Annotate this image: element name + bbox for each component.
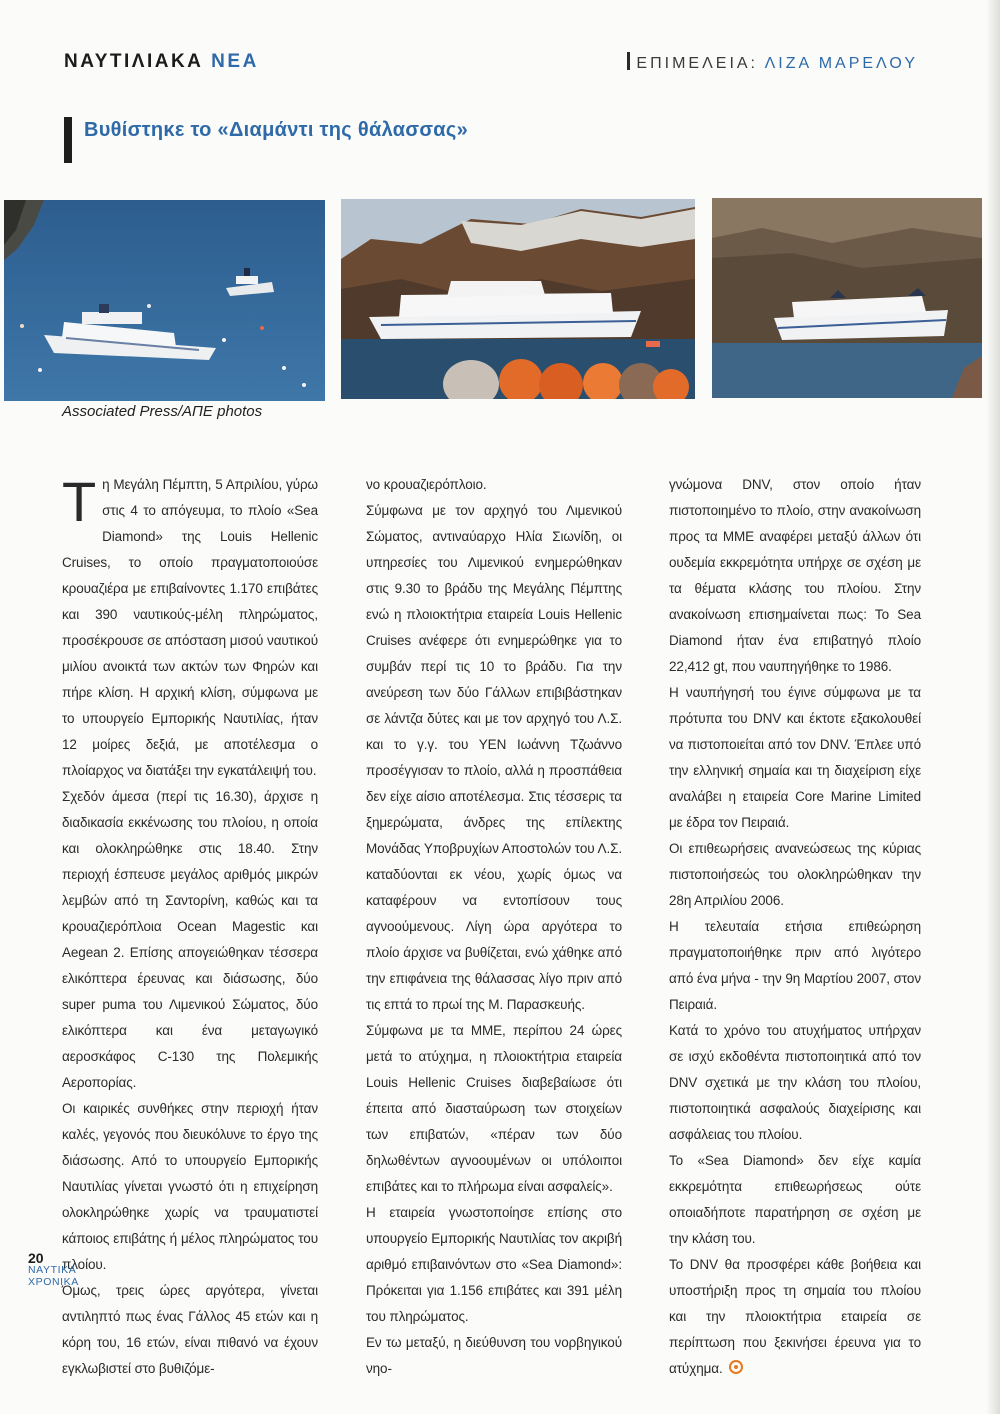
magazine-name-line-1: ΝΑΥΤΙΚΑ: [28, 1264, 77, 1276]
article-title: Βυθίστηκε το «Διαμάντι της θάλασσας»: [84, 119, 469, 141]
drop-cap: Τ: [62, 470, 97, 533]
section-heading-accent: ΝΕΑ: [211, 51, 259, 72]
article-paragraph: Όμως, τρεις ώρες αργότερα, γίνεται αντιληπτό πως ένας Γάλλος 45 ετών και η κόρη του, 16 ετών, είναι πιθανό να έχουν εγκλωβιστεί στο βυθιζόμε-: [62, 1283, 318, 1376]
article-column-2: [366, 472, 622, 1382]
editor-credit: [627, 52, 918, 73]
photo-credit: Associated Press/ΑΠΕ photos: [62, 403, 263, 420]
title-marker-bar: [64, 117, 72, 163]
editor-label: ΕΠΙΜΕΛΕΙΑ:: [636, 55, 758, 72]
article-paragraph: Σχεδόν άμεσα (περί τις 16.30), άρχισε η διαδικασία εκκένωσης του πλοίου, η οποία και ολοκληρώθηκε στις 18.40. Στην περιοχή έσπευσε μεγάλος αριθμός μικρών λεμβών από τη Σαντορίνη, καθώς και τα κρουαζιερόπλοια Ocean Magestic και Aegean 2. Επίσης απογειώθηκαν τέσσερα ελικόπτερα έρευνας και διάσωσης, δύο super puma του Λιμενικού Σώματος, δύο ελικόπτερα και ένα μεταγωγικό αεροσκάφος C-130 της Πολεμικής Αεροπορίας.: [62, 789, 318, 1090]
article-paragraph: νο κρουαζιερόπλοιο.: [366, 477, 487, 492]
article-paragraph: [62, 472, 318, 784]
article-paragraph: Σύμφωνα με τον αρχηγό του Λιμενικού Σώματος, αντιναύαρχο Ηλία Σιωνίδη, οι υπηρεσίες του Λιμενικού ενημερώθηκαν στις 9.30 το βράδυ της Μεγάλης Πέμπτης ενώ η πλοιοκτήτρια εταιρεία Louis Hellenic Cruises ανέφερε ότι ενημερώθηκε για το συμβάν περί τις 10 το βράδυ. Για την ανεύρεση των δύο Γάλλων επιβιβάστηκαν σε λάντζα δύτες και με τον αρχηγό του Λ.Σ. και το γ.γ. του ΥΕΝ Ιωάννη Τζωάννο προσέγγισαν το πλοίο, αλλά η προσπάθεια δεν είχε αίσιο αποτέλεσμα. Στις τέσσερις τα ξημερώματα, άνδρες της επίλεκτης Μονάδας Υποβρυχίων Αποστολών του Λ.Σ. καταδύονται εκ νέου, χωρίς όμως να καταφέρουν να εντοπίσουν τους αγνοούμενους. Λίγη ώρα αργότερα το πλοίο άρχισε να βυθίζεται, ενώ χάθηκε από την επιφάνεια της θάλασσας λίγο πριν από τις επτά το πρωί της Μ. Παρασκευής.: [366, 503, 622, 1012]
editor-divider: [627, 52, 630, 70]
section-heading: [64, 51, 259, 73]
article-paragraph: Κατά το χρόνο του ατυχήματος υπήρχαν σε ισχύ εκδοθέντα πιστοποιητικά από τον DNV σχετικά με την κλάση του πλοίου, πιστοποιητικά ασφαλούς διαχείρισης και ασφάλειας του πλοίου.: [669, 1023, 921, 1142]
article-paragraph: Η τελευταία ετήσια επιθεώρηση πραγματοποιήθηκε πριν από λιγότερο από ένα μήνα - την 9η Μαρτίου 2007, στον Πειραιά.: [669, 919, 921, 1012]
end-of-article-icon: [729, 1360, 743, 1374]
sea-diamond-aerial-photo: [4, 200, 325, 401]
page-folio: [28, 1252, 79, 1288]
article-paragraph: Οι επιθεωρήσεις ανανεώσεως της κύριας πιστοποιήσεώς του ολοκληρώθηκαν την 28η Απριλίου 2006.: [669, 841, 921, 908]
page-edge-shadow: [986, 0, 1000, 1414]
page-number: 20: [28, 1250, 44, 1266]
article-paragraph: Οι καιρικές συνθήκες στην περιοχή ήταν καλές, γεγονός που διευκόλυνε το έργο της διάσωσης. Από το υπουργείο Εμπορικής Ναυτιλίας γίνεται γνωστό ότι η επιχείρηση ολοκληρώθηκε χωρίς να τραυματιστεί κάποιος επιβάτης ή μέλος πληρώματος του πλοίου.: [62, 1101, 318, 1272]
article-paragraph: [669, 1252, 921, 1382]
article-paragraph: Η εταιρεία γνωστοποίησε επίσης στο υπουργείο Εμπορικής Ναυτιλίας τον ακριβή αριθμό επιβαινόντων στο «Sea Diamond»: Πρόκειται για 1.156 επιβάτες και 391 μέλη του πληρώματος.: [366, 1205, 622, 1324]
article-column-1: [62, 472, 318, 1382]
article-column-3: [669, 472, 921, 1382]
article-paragraph: γνώμονα DNV, στον οποίο ήταν πιστοποιημένο το πλοίο, στην ανακοίνωση προς τα ΜΜΕ αναφέρει μεταξύ άλλων ότι ουδεμία εκκρεμότητα υπήρχε σε σχέση με τα θέματα κλάσης του πλοίου. Στην ανακοίνωση επισημαίνεται πως: Το Sea Diamond ήταν ένα επιβατηγό πλοίο 22,412 gt, που ναυπηγήθηκε το 1986.: [669, 477, 921, 674]
sea-diamond-listing-photo: [712, 198, 982, 398]
editor-name: ΛΙΖΑ ΜΑΡΕΛΟΥ: [764, 55, 918, 72]
paragraph-text: η Μεγάλη Πέμπτη, 5 Απριλίου, γύρω στις 4 το απόγευμα, το πλοίο «Sea Diamond» της Louis Hellenic Cruises, το οποίο πραγματοποιούσε κρουαζιέρα με επιβαίνοντες 1.170 επιβάτες και 390 ναυτικούς-μέλη πληρώματος, προσέκρουσε σε απόσταση μισού ναυτικού μιλίου ανοικτά των ακτών των Φηρών και πήρε κλίση. Η αρχική κλίση, σύμφωνα με το υπουργείο Εμπορικής Ναυτιλίας, ήταν 12 μοίρες δεξιά, με αποτέλεσμα ο πλοίαρχος να διατάξει την εγκατάλειψή του.: [62, 477, 318, 778]
article-paragraph: Σύμφωνα με τα ΜΜΕ, περίπου 24 ώρες μετά το ατύχημα, η πλοιοκτήτρια εταιρεία Louis Hellenic Cruises διαβεβαίωσε ότι έπειτα από διασταύρωση των στοιχείων των επιβατών, «πέραν των δύο δηλωθέντων αγνοουμένων οι υπόλοιποι επιβάτες και το πλήρωμα είναι ασφαλείς».: [366, 1023, 622, 1194]
article-paragraph: Το «Sea Diamond» δεν είχε καμία εκκρεμότητα επιθεωρήσεως ούτε οποιαδήποτε παρατήρηση σε σχέση με την κλάση του.: [669, 1153, 921, 1246]
sea-diamond-caldera-photo: [341, 199, 695, 399]
article-paragraph: Η ναυπήγησή του έγινε σύμφωνα με τα πρότυπα του DNV και έκτοτε εξακολουθεί να πιστοποιείται από τον DNV. Έπλεε υπό την ελληνική σημαία και τη διαχείριση είχε αναλάβει η εταιρεία Core Marine Limited με έδρα τον Πειραιά.: [669, 685, 921, 830]
section-heading-main: ΝΑΥΤΙΛΙΑΚΑ: [64, 51, 204, 72]
article-paragraph: Εν τω μεταξύ, η διεύθυνση του νορβηγικού νηο-: [366, 1335, 622, 1376]
magazine-name-line-2: ΧΡΟΝΙΚΑ: [28, 1276, 79, 1288]
paragraph-text: Το DNV θα προσφέρει κάθε βοήθεια και υποστήριξη προς τη σημαία του πλοίου και την πλοιοκτήτρια εταιρεία σε περίπτωση που ξεκινήσει έρευνα για το ατύχημα.: [669, 1257, 921, 1376]
